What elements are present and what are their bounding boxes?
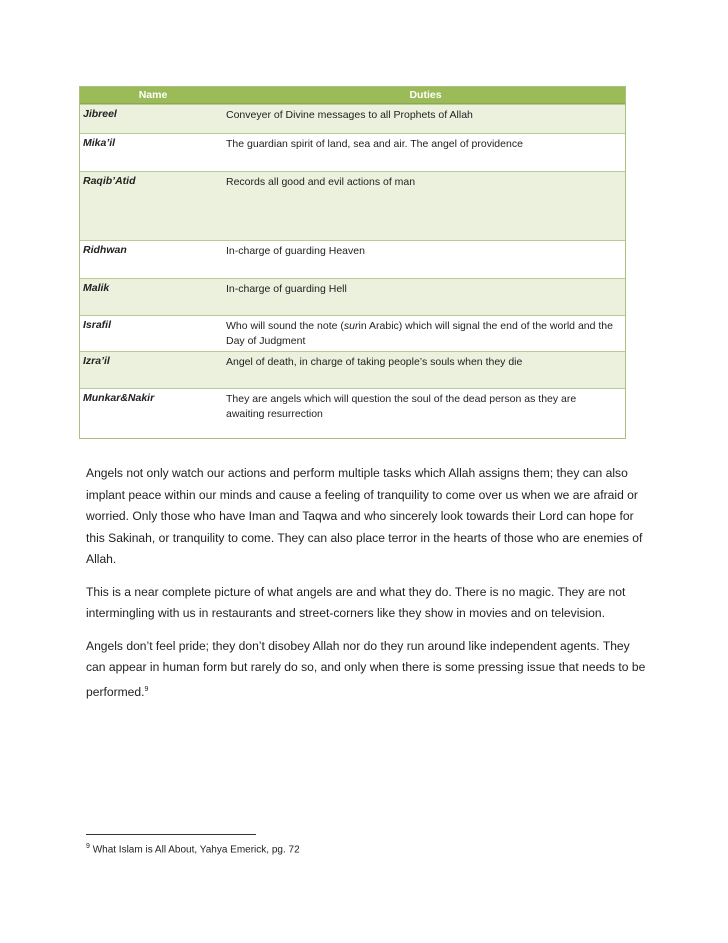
table-row — [80, 133, 625, 171]
angel-duty: In-charge of guarding Hell — [226, 283, 347, 295]
paragraph-1: Angels not only watch our actions and perform multiple tasks which Allah assigns them; they can also implant peace within our minds and cause a feeling of tranquility to come over us when we are afraid or worried. Only those who have Iman and Taqwa and who sincerely look towards their Lord can hope for this Sakinah, or tranquility to come. They can also place terror in the hearts of those who are enemies of Allah. — [86, 466, 643, 566]
angel-name: Raqib’Atid — [83, 175, 136, 187]
table-row — [80, 104, 625, 133]
table-row — [80, 388, 625, 438]
angel-duty: Conveyer of Divine messages to all Prophets of Allah — [226, 109, 473, 121]
paragraph-2: This is a near complete picture of what angels are and what they do. There is no magic. They are not intermingling with us in restaurants and street-corners like they show in movies and on television. — [86, 584, 626, 620]
angel-name: Ridhwan — [83, 244, 127, 256]
angel-duty: Records all good and evil actions of man — [226, 176, 416, 188]
angel-name: Jibreel — [83, 108, 117, 120]
angel-duty — [226, 316, 625, 351]
angel-duty: The guardian spirit of land, sea and air. The angel of providence — [226, 138, 523, 150]
paragraph-3-text: Angels don’t feel pride; they don’t disobey Allah nor do they run around like independent agents. They can appear in human form but rarely do so, and only when there is some pressing issue that needs to be performed. — [86, 638, 646, 699]
angel-name: Munkar&Nakir — [83, 392, 155, 404]
angels-table — [79, 86, 626, 439]
header-duties: Duties — [409, 89, 442, 101]
footnote-divider — [86, 834, 256, 835]
table-row — [80, 240, 625, 278]
angel-name: Izra’il — [83, 355, 110, 367]
table-row — [80, 351, 625, 388]
body-text — [86, 463, 646, 714]
footnote-number: 9 — [86, 843, 90, 850]
angel-name: Malik — [83, 282, 110, 294]
angel-duty: They are angels which will question the soul of the dead person as they are awaiting resurrection — [226, 393, 577, 420]
table-row — [80, 278, 625, 315]
header-name: Name — [138, 89, 168, 101]
duty-text-em: sur — [343, 320, 359, 332]
table-row — [80, 315, 625, 351]
footnote — [86, 843, 300, 855]
table-row — [80, 171, 625, 240]
table-header — [80, 87, 625, 104]
paragraph-3 — [86, 636, 646, 704]
footnote-text: What Islam is All About, Yahya Emerick, pg. 72 — [92, 844, 300, 856]
duty-text-pre: Who will sound the note ( — [226, 320, 344, 332]
duty-text-post: in Arabic) which will signal the end of the world and the Day of Judgment — [226, 320, 613, 347]
angel-duty: Angel of death, in charge of taking people’s souls when they die — [226, 356, 523, 368]
angel-name: Israfil — [83, 319, 112, 331]
footnote-ref[interactable]: 9 — [144, 685, 149, 693]
angel-name: Mika’il — [83, 137, 116, 149]
angel-duty: In-charge of guarding Heaven — [226, 245, 365, 257]
